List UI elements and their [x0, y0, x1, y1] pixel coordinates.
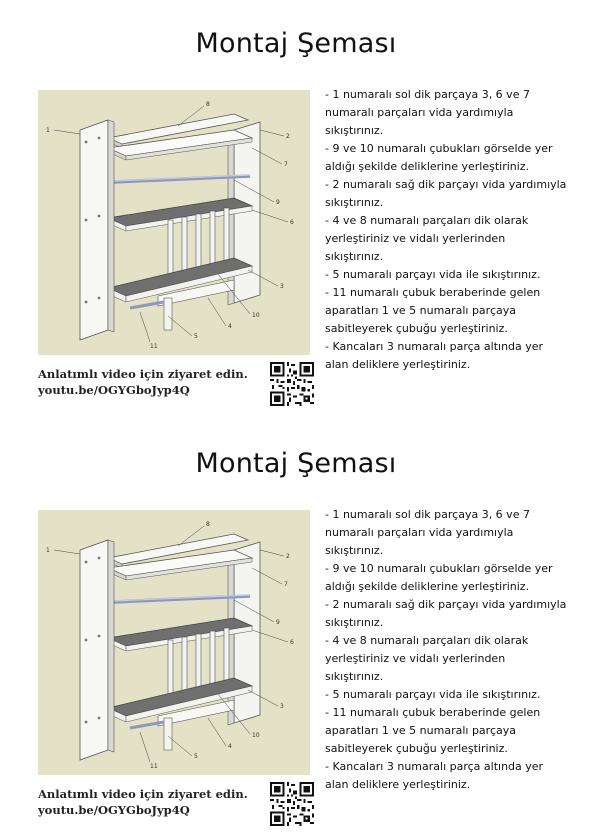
section-title: Montaj Şeması	[195, 448, 397, 479]
callout-2: 2	[286, 133, 290, 140]
instruction-list	[325, 506, 587, 794]
callout-9: 9	[276, 199, 280, 206]
video-note	[38, 366, 268, 398]
instruction-line: sıkıştırınız.	[325, 250, 384, 263]
callout-2: 2	[286, 553, 290, 560]
video-link[interactable]: youtu.be/OGYGboJyp4Q	[38, 803, 190, 817]
callout-1: 1	[46, 127, 50, 134]
instruction-line: - 2 numaralı sağ dik parçayı vida yardımıyla	[325, 598, 567, 611]
callout-8: 8	[206, 101, 210, 108]
instruction-line: aldığı şekilde deliklerine yerleştiriniz.	[325, 160, 530, 173]
shelf-assembly-diagram	[38, 510, 310, 775]
instruction-line: - 5 numaralı parçayı vida ile sıkıştırınız.	[325, 268, 541, 281]
instruction-line: aldığı şekilde deliklerine yerleştiriniz.	[325, 580, 530, 593]
instruction-line: - Kancaları 3 numaralı parça altında yer	[325, 760, 544, 773]
callout-6: 6	[290, 639, 294, 646]
video-link[interactable]: youtu.be/OGYGboJyp4Q	[38, 383, 190, 397]
instruction-line: sıkıştırınız.	[325, 544, 384, 557]
instruction-line: yerleştiriniz ve vidalı yerlerinden	[325, 652, 506, 665]
instruction-line: - 9 ve 10 numaralı çubukları görselde yer	[325, 562, 553, 575]
callout-3: 3	[280, 283, 284, 290]
qr-code-svg	[270, 782, 314, 826]
shelf-diagram-svg	[38, 510, 310, 775]
instruction-line: - 9 ve 10 numaralı çubukları görselde yer	[325, 142, 553, 155]
instruction-line: sıkıştırınız.	[325, 670, 384, 683]
qr-code-icon[interactable]	[270, 782, 314, 826]
instruction-line: sabitleyerek çubuğu yerleştiriniz.	[325, 742, 508, 755]
callout-8: 8	[206, 521, 210, 528]
instruction-line: - 4 ve 8 numaralı parçaları dik olarak	[325, 214, 529, 227]
instruction-line: sıkıştırınız.	[325, 196, 384, 209]
instruction-line: sıkıştırınız.	[325, 616, 384, 629]
assembly-section-2	[0, 420, 592, 830]
callout-4: 4	[228, 323, 232, 330]
callout-10: 10	[252, 732, 260, 739]
callout-5: 5	[194, 333, 198, 340]
callout-5: 5	[194, 753, 198, 760]
instruction-line: - 11 numaralı çubuk beraberinde gelen	[325, 286, 541, 299]
callout-7: 7	[284, 581, 288, 588]
qr-code-svg	[270, 362, 314, 406]
callout-4: 4	[228, 743, 232, 750]
callout-3: 3	[280, 703, 284, 710]
instruction-line: aparatları 1 ve 5 numaralı parçaya	[325, 724, 516, 737]
callout-9: 9	[276, 619, 280, 626]
video-note	[38, 786, 268, 818]
instruction-line: - 11 numaralı çubuk beraberinde gelen	[325, 706, 541, 719]
instruction-line: - 4 ve 8 numaralı parçaları dik olarak	[325, 634, 529, 647]
qr-code-icon[interactable]	[270, 362, 314, 406]
callout-1: 1	[46, 547, 50, 554]
video-note-text: Anlatımlı video için ziyaret edin.	[38, 787, 248, 801]
instruction-list	[325, 86, 587, 374]
instruction-line: - 1 numaralı sol dik parçaya 3, 6 ve 7	[325, 508, 530, 521]
video-note-text: Anlatımlı video için ziyaret edin.	[38, 367, 248, 381]
callout-7: 7	[284, 161, 288, 168]
section-title: Montaj Şeması	[195, 28, 397, 59]
instruction-line: yerleştiriniz ve vidalı yerlerinden	[325, 232, 506, 245]
instruction-line: - 1 numaralı sol dik parçaya 3, 6 ve 7	[325, 88, 530, 101]
instruction-line: sabitleyerek çubuğu yerleştiriniz.	[325, 322, 508, 335]
callout-10: 10	[252, 312, 260, 319]
instruction-line: sıkıştırınız.	[325, 124, 384, 137]
instruction-line: - 2 numaralı sağ dik parçayı vida yardımıyla	[325, 178, 567, 191]
instruction-line: alan deliklere yerleştiriniz.	[325, 358, 471, 371]
instruction-line: alan deliklere yerleştiriniz.	[325, 778, 471, 791]
instruction-line: aparatları 1 ve 5 numaralı parçaya	[325, 304, 516, 317]
instruction-line: numaralı parçaları vida yardımıyla	[325, 106, 514, 119]
instruction-line: numaralı parçaları vida yardımıyla	[325, 526, 514, 539]
shelf-assembly-diagram	[38, 90, 310, 355]
callout-11: 11	[150, 343, 158, 350]
callout-6: 6	[290, 219, 294, 226]
instruction-line: - 5 numaralı parçayı vida ile sıkıştırınız.	[325, 688, 541, 701]
instruction-line: - Kancaları 3 numaralı parça altında yer	[325, 340, 544, 353]
assembly-section-1	[0, 0, 592, 410]
shelf-diagram-svg	[38, 90, 310, 355]
callout-11: 11	[150, 763, 158, 770]
